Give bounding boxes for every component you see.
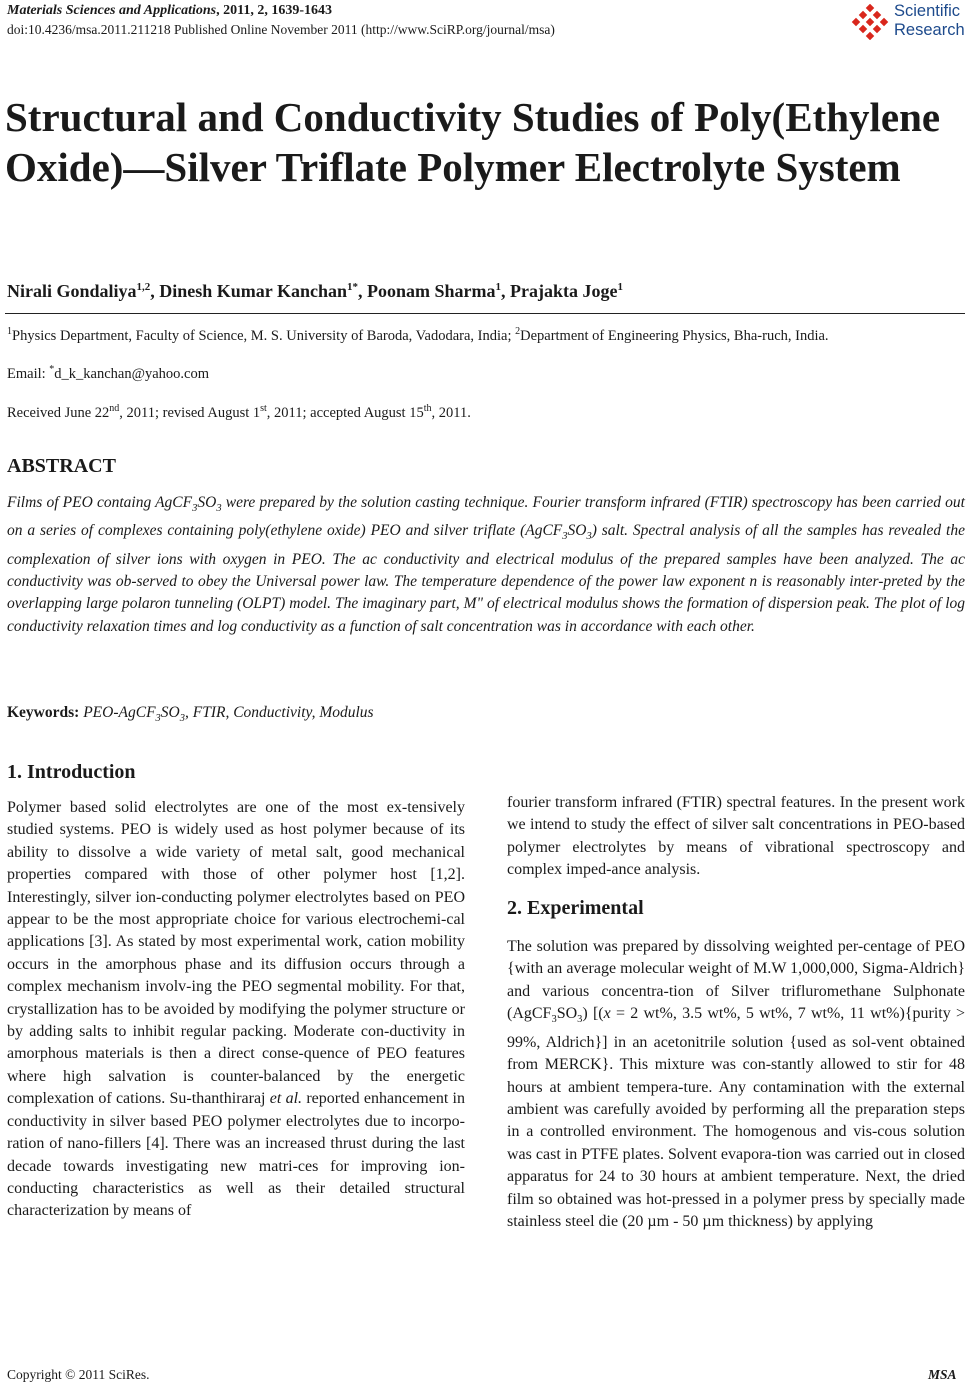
author-affiliation-mark: 1	[617, 281, 623, 293]
scirp-logo	[850, 2, 970, 42]
paragraph-text: = 2 wt%, 3.5 wt%, 5 wt%, 7 wt%, 11 wt%){purity > 99%, Aldrich}] in an acetonitrile solution {used as sol-vent obtained from MERCK}. This mixture was con-stantly allowed to stir for 48 hours at ambient tempera-ture. Any contamination with the external ambient was carefully avoided by performing all the preparation steps in a controlled environment. The homogenous and vis-cous solution was cast in PTFE plates. Solvent evapora-tion was carried out in closed apparatus for 24 to 30 hours at ambient temperature. Next, the dried film so obtained was hot-pressed in a polymer press by specially made stainless steel die (20 µm - 50 µm thickness) by applying	[507, 1005, 965, 1231]
keywords-label: Keywords	[7, 704, 75, 721]
header-divider	[5, 313, 965, 314]
section-heading-experimental: 2. Experimental	[507, 897, 644, 919]
abstract-heading: ABSTRACT	[7, 455, 116, 477]
affiliations	[7, 322, 965, 346]
author-affiliation-mark: 1	[495, 281, 501, 293]
footer-copyright: Copyright © 2011 SciRes.	[7, 1367, 150, 1382]
paragraph-text: Polymer based solid electrolytes are one of the most ex-tensively studied systems. PEO is widely used as host polymer because of its ability to dissolve a wide variety of metal salt, good mechanical properties compared with those of other polymer host [1,2]. Interestingly, silver ion-conducting polymer electrolytes based on PEO appear to be the most appropriate choice for various electrochemi-cal applications [3]. As stated by most experimental work, cation mobility occurs in the amorphous phase and its diffusion occurs through a complex mechanism involv-ing the PEO segmental mobility. For that, crystallization has to be avoided by modifying the polymer structure or by adding salts to inhibit regular packing. Moderate con-ductivity in amorphous materials is then a direct conse-quence of PEO features where high salvation is counter-balanced by the energetic complexation of cations. Su-thanthiraraj	[7, 799, 465, 1108]
subscript: 3	[216, 503, 222, 515]
paragraph-text: ) [(	[582, 1005, 604, 1023]
author-separator: ,	[357, 281, 367, 301]
abstract-text: ) salt. Spectral analysis of all the samples has revealed the complexation of silver ions with oxygen in PEO. The ac conductivity and electrical modulus of the prepared samples have been analyzed. The ac conductivity was ob-served to obey the Universal power law. The temperature dependence of the power law exponent n is reasonably inter-preted by the overlapping large polaron tunneling (OLPT) model. The imaginary part, M" of electrical modulus shows the formation of dispersion peak. The plot of log conductivity relaxation times and log conductivity as a function of salt concentration was in accordance with each other.	[7, 522, 965, 635]
experimental-body	[507, 936, 965, 1233]
email-label: Email:	[7, 365, 50, 382]
affiliation-mark: 2	[515, 326, 521, 337]
paragraph-italic: et al.	[269, 1090, 303, 1108]
doi-line: doi:10.4236/msa.2011.211218 Published Online November 2011 (http://www.SciRP.org/journal/msa)	[7, 22, 555, 37]
paragraph-italic: x	[603, 1005, 611, 1023]
affiliation-text: Physics Department, Faculty of Science, M. S. University of Baroda, Vadodara, India;	[12, 327, 516, 344]
journal-citation	[7, 3, 332, 19]
paragraph-text: The solution was prepared by dissolving weighted per-centage of PEO {with an average molecular weight of M.W 1,000,000, Sigma-Aldrich} and various concentra-tion of Silver trifluromethane Sulphonate (AgCF	[507, 938, 965, 1023]
footer-journal-abbrev: MSA	[928, 1367, 957, 1382]
received-text: , 2011; revised August 1	[119, 404, 261, 421]
abstract-text: SO	[567, 522, 587, 540]
subscript: 3	[551, 1014, 557, 1026]
paper-title: Structural and Conductivity Studies of Poly(Ethylene Oxide)—Silver Triflate Polymer Electrolyte System	[5, 94, 941, 190]
section-heading-introduction: 1. Introduction	[7, 761, 136, 783]
paragraph-text: SO	[556, 1005, 578, 1023]
author-list	[7, 281, 623, 302]
ordinal-suffix: nd	[109, 403, 120, 414]
scirp-logo-icon	[850, 4, 890, 40]
received-dates	[7, 403, 471, 422]
subscript: 3	[577, 1014, 583, 1026]
logo-word-research: Research	[894, 21, 965, 39]
keyword-text: , FTIR, Conductivity, Modulus	[185, 704, 374, 721]
abstract-body	[7, 492, 965, 638]
abstract-text: were prepared by the solution casting technique. Fourier transform infrared (FTIR) spectroscopy has been carried out on a series of complexes containing poly(ethylene oxide) PEO and silver triflate (AgCF	[7, 494, 965, 540]
abstract-text: SO	[197, 494, 217, 511]
received-text: , 2011.	[431, 404, 471, 421]
affiliation-mark: 1	[7, 326, 12, 337]
subscript: 3	[192, 503, 198, 515]
author-name: Dinesh Kumar Kanchan	[159, 281, 347, 301]
ordinal-suffix: st	[260, 403, 267, 414]
received-text: Received June 22	[7, 404, 110, 421]
subscript: 3	[155, 713, 161, 725]
journal-name: Materials Sciences and Applications	[7, 3, 217, 18]
affiliation-text: Department of Engineering Physics, Bha-ruch, India.	[520, 327, 829, 344]
author-affiliation-mark: 1,2	[136, 281, 151, 293]
logo-word-scientific: Scientific	[894, 2, 961, 20]
author-name: Nirali Gondaliya	[7, 281, 137, 301]
paragraph-text: reported enhancement in conductivity in silver based PEO polymer electrolytes due to incorpo-ration of nano-fillers [4]. There was an increased thrust during the last decade towards investigating new matri-ces for improving ion-conducting characteristics as well as their detailed structural characterization by means of	[7, 1090, 465, 1220]
subscript: 3	[586, 531, 592, 543]
subscript: 3	[179, 713, 185, 725]
journal-volume-pages: , 2011, 2, 1639-1643	[216, 3, 332, 18]
keywords	[7, 704, 374, 724]
keywords-colon: :	[74, 704, 84, 721]
introduction-body	[7, 797, 465, 1223]
subscript: 3	[562, 531, 568, 543]
author-name: Poonam Sharma	[366, 281, 496, 301]
author-name: Prajakta Joge	[510, 281, 618, 301]
introduction-continued: fourier transform infrared (FTIR) spectral features. In the present work we intend to study the effect of silver salt concentrations in PEO-based polymer electrolytes by means of vibrational spectroscopy and complex imped-ance analysis.	[507, 794, 965, 879]
author-separator: ,	[501, 281, 510, 301]
keyword-text: PEO-AgCF	[83, 704, 156, 721]
email-mark: *	[49, 364, 55, 375]
received-text: , 2011; accepted August 15	[266, 404, 424, 421]
abstract-text: Films of PEO containg AgCF	[7, 494, 193, 511]
email-address[interactable]: d_k_kanchan@yahoo.com	[54, 365, 209, 382]
author-separator: ,	[150, 281, 160, 301]
author-affiliation-mark: 1*	[346, 281, 358, 293]
ordinal-suffix: th	[423, 403, 432, 414]
keyword-text: SO	[160, 704, 180, 721]
correspondence-email	[7, 364, 209, 383]
